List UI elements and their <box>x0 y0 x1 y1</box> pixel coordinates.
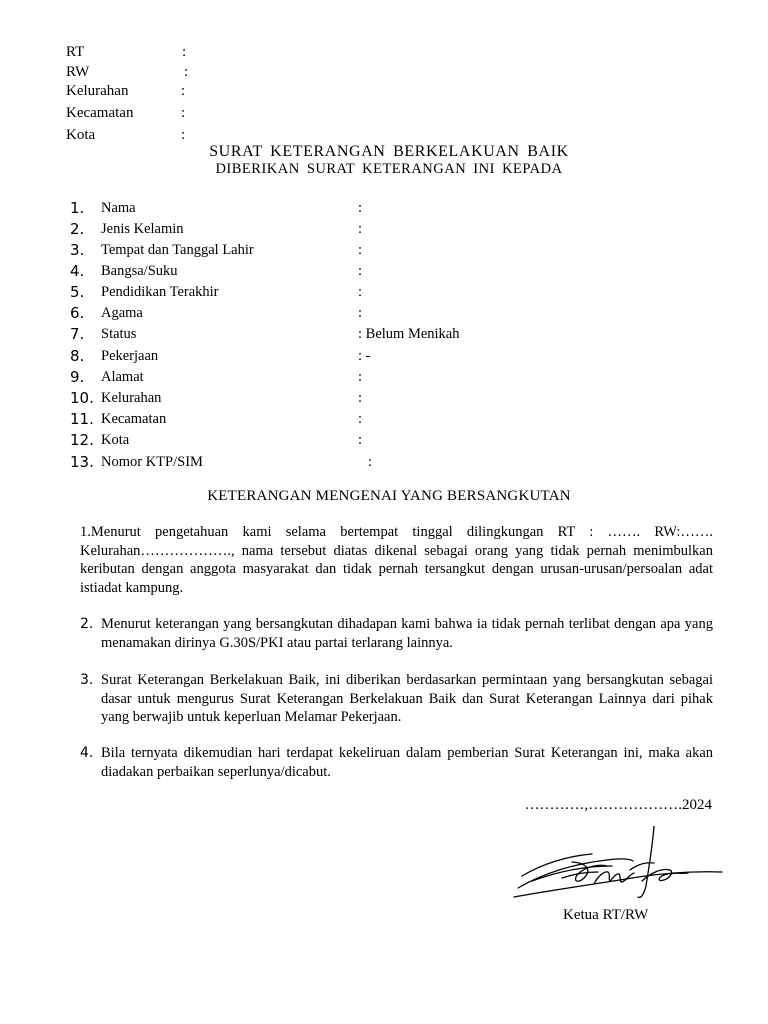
header-label: RW <box>66 64 90 80</box>
item-number: 11. <box>70 410 94 428</box>
paragraph-text: Surat Keterangan Berkelakuan Baik, ini diberikan berdasarkan permintaan yang bersangkutan sebagai dasar untuk mengurus Surat Keterangan Berkelakuan Baik dan Surat Keterangan Lainnya dari pihak yang berwajib untuk keperluan Melamar Pekerjaan. <box>101 672 713 725</box>
item-number: 10. <box>70 389 94 407</box>
statement-paragraph <box>80 744 713 781</box>
header-label: RT <box>66 44 85 60</box>
item-label: Agama <box>101 305 143 321</box>
header-field-kecamatan <box>66 104 185 122</box>
item-label: Alamat <box>101 369 144 385</box>
item-value: : <box>358 369 363 385</box>
header-field-kota <box>66 126 185 144</box>
item-label: Nama <box>101 200 136 216</box>
item-value: : <box>358 242 363 258</box>
header-label: Kelurahan <box>66 83 129 99</box>
item-value: : Belum Menikah <box>358 326 460 342</box>
item-label: Status <box>101 326 137 342</box>
header-field-rt <box>66 43 186 61</box>
item-value: : <box>368 454 373 470</box>
statement-paragraph <box>80 671 713 727</box>
item-number: 7. <box>70 325 85 343</box>
header-label: Kota <box>66 127 96 143</box>
item-value: : <box>358 284 363 300</box>
item-label: Pekerjaan <box>101 348 159 364</box>
item-value: : <box>358 305 363 321</box>
paragraph-number: 1. <box>80 524 91 540</box>
item-value: : - <box>358 348 371 364</box>
item-number: 9. <box>70 368 85 386</box>
item-label: Bangsa/Suku <box>101 263 178 279</box>
signatory-title: Ketua RT/RW <box>563 907 649 923</box>
item-number: 2. <box>70 220 85 238</box>
item-value: : <box>358 390 363 406</box>
item-label: Kota <box>101 432 130 448</box>
header-separator: : <box>181 105 186 121</box>
paragraph-number: 3. <box>80 672 94 688</box>
item-label: Pendidikan Terakhir <box>101 284 219 300</box>
statement-paragraph <box>80 523 713 597</box>
item-value: : <box>358 263 363 279</box>
item-number: 13. <box>70 453 94 471</box>
header-field-rw <box>66 63 188 81</box>
signature-icon <box>512 826 724 906</box>
item-label: Kelurahan <box>101 390 162 406</box>
statement-paragraph <box>80 615 713 652</box>
document-subtitle: DIBERIKAN SURAT KETERANGAN INI KEPADA <box>215 161 563 177</box>
paragraph-number: 2. <box>80 616 94 632</box>
paragraph-text: Menurut keterangan yang bersangkutan dihadapan kami bahwa ia tidak pernah terlibat dengan apa yang menamakan dirinya G.30S/PKI atau partai terlarang lainnya. <box>101 616 713 651</box>
paragraph-number: 4. <box>80 745 94 761</box>
item-value: : <box>358 411 363 427</box>
item-number: 8. <box>70 347 85 365</box>
document-title: SURAT KETERANGAN BERKELAKUAN BAIK <box>209 143 569 160</box>
header-separator: : <box>184 64 189 80</box>
item-number: 4. <box>70 262 85 280</box>
header-separator: : <box>181 83 186 99</box>
header-separator: : <box>182 44 187 60</box>
item-number: 12. <box>70 431 94 449</box>
item-label: Tempat dan Tanggal Lahir <box>101 242 254 258</box>
header-separator: : <box>181 127 186 143</box>
item-number: 1. <box>70 199 85 217</box>
date-line: …………,……………….2024 <box>524 797 712 813</box>
item-value: : <box>358 200 363 216</box>
paragraph-text: Menurut pengetahuan kami selama bertempat tinggal dilingkungan RT : ……. RW:……. Kelurahan………………., nama tersebut diatas dikenal sebagai orang yang tidak pernah menimbulkan keributan dengan anggota masyarakat dan tidak pernah tersangkut dengan urusan-urusan/persoalan adat istiadat kampung. <box>80 524 713 596</box>
section-title: KETERANGAN MENGENAI YANG BERSANGKUTAN <box>207 488 571 504</box>
header-field-kelurahan <box>66 82 185 100</box>
item-number: 5. <box>70 283 85 301</box>
item-value: : <box>358 221 363 237</box>
item-number: 6. <box>70 304 85 322</box>
item-label: Kecamatan <box>101 411 167 427</box>
paragraph-text: Bila ternyata dikemudian hari terdapat kekeliruan dalam pemberian Surat Keterangan ini, maka akan diadakan perbaikan seperlunya/dicabut. <box>101 745 713 780</box>
item-label: Jenis Kelamin <box>101 221 184 237</box>
item-label: Nomor KTP/SIM <box>101 454 203 470</box>
item-value: : <box>358 432 363 448</box>
header-label: Kecamatan <box>66 105 134 121</box>
item-number: 3. <box>70 241 85 259</box>
